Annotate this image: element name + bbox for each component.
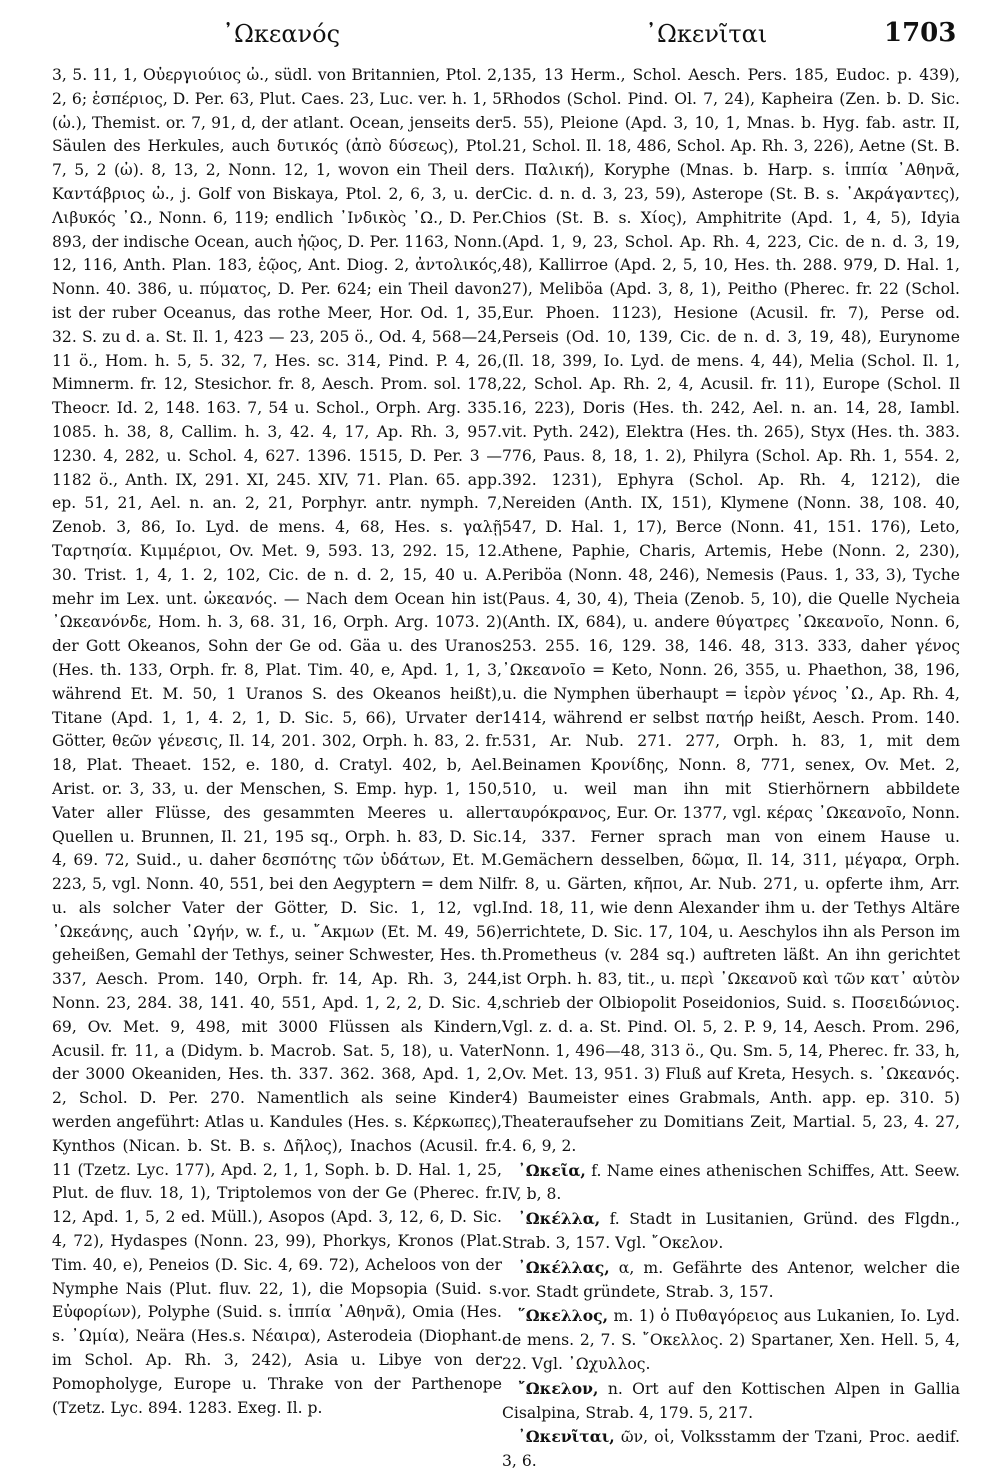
entry-body: m. 1) ὁ Πυθαγόρειος aus Lukanien, Io. Lyd. de mens. 2, 7. S. ῎Οκελλος. 2) Spartaner, Xen. Hell. 5, 4, 22. Vgl. ᾿Ωχυλλος. [502,1307,960,1374]
dictionary-entry [502,1377,960,1426]
entry-body: α, m. Gefährte des Antenor, welcher die vor. Stadt gründete, Strab. 3, 157. [502,1258,960,1301]
okeanos-entry-continuation: 3, 5. 11, 1, Οὐεργιούιος ὠ., südl. von Britannien, Ptol. 2, 2, 6; ἑσπέριος, D. Per. 63, Plut. Caes. 23, Luc. ver. h. 1, 5 (ὠ.), Themist. or. 7, 91, d, der atlant. Ocean, jenseits der Säulen des Herkules, auch δυτικός (ἀπὸ δύσεως), Ptol. 7, 5, 2 (ὠ). 8, 13, 2, Nonn. 12, 1, wovon ein Theil der Καντάβριος ὠ., j. Golf von Biskaya, Ptol. 2, 6, 3, u. der Λιβυκός ᾿Ω., Nonn. 6, 119; endlich ᾿Ινδικὸς ᾿Ω., D. Per. 893, der indische Ocean, auch ἠῷος, D. Per. 1163, Nonn. 12, 116, Anth. Plan. 183, ἑῷος, Ant. Diog. 2, ἀντολικός, Nonn. 40. 386, u. πύματος, D. Per. 624; ein Theil davon ist der ruber Oceanus, das rothe Meer, Hor. Od. 1, 35, 32. S. zu d. a. St. Il. 1, 423 — 23, 205 ö., Od. 4, 568—24, 11 ö., Hom. h. 5, 5. 32, 7, Hes. sc. 314, Pind. P. 4, 26, Mimnerm. fr. 12, Stesichor. fr. 8, Aesch. Prom. sol. 178, Theocr. Id. 2, 148. 163. 7, 54 u. Schol., Orph. Arg. 335. 1085. h. 38, 8, Callim. h. 3, 42. 4, 17, Ap. Rh. 3, 957. 1230. 4, 282, u. Schol. 4, 627. 1396. 1515, D. Per. 3 — 1182 ö., Anth. IX, 291. XI, 245. XIV, 71. Plan. 65. app. ep. 51, 21, Ael. n. an. 2, 21, Porphyr. antr. nymph. 7, Zenob. 3, 86, Io. Lyd. de mens. 4, 68, Hes. s. γαλῇ Ταρτησία. Κιμμέριοι, Ov. Met. 9, 593. 13, 292. 15, 12. 30. Trist. 1, 4, 1. 2, 102, Cic. de n. d. 2, 15, 40 u. A. mehr im Lex. unt. ὠκεανός. — Nach dem Ocean hin ist ᾿Ωκεανόνδε, Hom. h. 3, 68. 31, 16, Orph. Arg. 1073. 2) der Gott Okeanos, Sohn der Ge od. Gäa u. des Uranos (Hes. th. 133, Orph. fr. 8, Plat. Tim. 40, e, Apd. 1, 1, 3, während Et. M. 50, 1 Uranos S. des Okeanos heißt), Titane (Apd. 1, 1, 4. 2, 1, D. Sic. 5, 66), Urvater der Götter, θεῶν γένεσις, Il. 14, 201. 302, Orph. h. 83, 2. fr. 18, Plat. Theaet. 152, e. 180, d. Cratyl. 402, b, Ael. Arist. or. 3, 33, u. der Menschen, S. Emp. hyp. 1, 150, Vater aller Flüsse, des gesammten Meeres u. aller Quellen u. Brunnen, Il. 21, 195 sq., Orph. h. 83, D. Sic. 4, 69. 72, Suid., u. daher δεσπότης τῶν ὑδάτων, Et. M. 223, 5, vgl. Nonn. 40, 551, bei den Aegyptern = dem Nil u. als solcher Vater der Götter, D. Sic. 1, 12, vgl. ᾿Ωκεάνης, auch ᾿Ωγήν, w. f., u. ῎Ακμων (Et. M. 49, 56) geheißen, Gemahl der Tethys, seiner Schwester, Hes. th. 337, Aesch. Prom. 140, Orph. fr. 14, Ap. Rh. 3, 244, Nonn. 23, 284. 38, 141. 40, 551, Apd. 1, 2, 2, D. Sic. 4, 69, Ov. Met. 9, 498, mit 3000 Flüssen als Kindern, Acusil. fr. 11, a (Didym. b. Macrob. Sat. 5, 18), u. Vater der 3000 Okeaniden, Hes. th. 337. 362. 368, Apd. 1, 2, 2, Schol. D. Per. 270. Namentlich als seine Kinder werden angeführt: Atlas u. Kandules (Hes. s. Κέρκωπες), Kynthos (Nican. b. St. B. s. Δῆλος), Inachos (Acusil. fr. 11 (Tzetz. Lyc. 177), Apd. 2, 1, 1, Soph. b. D. Hal. 1, 25, Plut. de fluv. 18, 1), Triptolemos von der Ge (Pherec. fr. 12, Apd. 1, 5, 2 ed. Müll.), Asopos (Apd. 3, 12, 6, D. Sic. 4, 72), Hydaspes (Nonn. 23, 99), Phorkys, Kronos (Plat. Tim. 40, e), Peneios (D. Sic. 4, 69. 72), Acheloos von der Nymphe Nais (Plut. fluv. 22, 1), die Mopsopia (Suid. s. Εὐφορίων), Polyphe (Suid. s. ἱππία ᾿Αθηνᾶ), Omia (Hes. s. ᾿Ωμία), Neära (Hes.s. Νέαιρα), Asterodeia (Diophant. im Schol. Ap. Rh. 3, 242), Asia u. Libye von der Pomopholyge, Europe u. Thrake von der Parthenope (Tzetz. Lyc. 894. 1283. Exeg. Il. p. [52,66,502,1417]
entry-headword: ᾿Ωκενῖται, [518,1427,615,1447]
okeanos-entry-continuation-right: 135, 13 Herm., Schol. Aesch. Pers. 185, Eudoc. p. 439), Rhodos (Schol. Pind. Ol. 7, 24), Kapheira (Zen. b. D. Sic. 5. 55), Pleione (Apd. 3, 10, 1, Mnas. b. Hyg. fab. astr. II, 21, Schol. Il. 18, 486, Schol. Ap. Rh. 3, 226), Aetne (St. B. s. Παλική), Koryphe (Mnas. b. Harp. s. ἱππία ᾿Αθηνᾶ, Cic. d. n. d. 3, 23, 59), Asterope (St. B. s. ᾿Ακράγαντες), Chios (St. B. s. Χίος), Amphitrite (Apd. 1, 4, 5), Idyia (Apd. 1, 9, 23, Schol. Ap. Rh. 4, 223, Cic. de n. d. 3, 19, 48), Kallirroe (Apd. 2, 5, 10, Hes. th. 288. 979, D. Hal. 1, 27), Meliböa (Apd. 3, 8, 1), Peitho (Pherec. fr. 22 (Schol. Eur. Phoen. 1123), Hesione (Acusil. fr. 7), Perse od. Perseis (Od. 10, 139, Cic. de n. d. 3, 19, 48), Eurynome (Il. 18, 399, Io. Lyd. de mens. 4, 44), Melia (Schol. Il. 1, 22, Schol. Ap. Rh. 2, 4, Acusil. fr. 11), Europe (Schol. Il 16, 223), Doris (Hes. th. 242, Ael. n. an. 14, 28, Iambl. vit. Pyth. 242), Elektra (Hes. th. 265), Styx (Hes. th. 383. 776, Paus. 8, 18, 1. 2), Philyra (Schol. Ap. Rh. 1, 554. 2, 392. 1231), Ephyra (Schol. Ap. Rh. 4, 1212), die Nereiden (Anth. IX, 151), Klymene (Nonn. 38, 108. 40, 547, D. Hal. 1, 17), Berce (Nonn. 41, 151. 176), Leto, Athene, Paphie, Charis, Artemis, Hebe (Nonn. 2, 230), Periböa (Nonn. 48, 246), Nemesis (Paus. 1, 33, 3), Tyche (Paus. 4, 30, 4), Theia (Zenob. 5, 10), die Quelle Nycheia (Anth. IX, 684), u. andere θύγατρες ᾿Ωκεανοῖο, Nonn. 6, 253. 255. 16, 129. 38, 146. 48, 313. 333, daher γένος ᾿Ωκεανοῖο = Keto, Nonn. 26, 355, u. Phaethon, 38, 196, u. die Nymphen überhaupt = ἱερὸν γένος ᾿Ω., Ap. Rh. 4, 1414, während er selbst πατήρ heißt, Aesch. Prom. 140. 531, Ar. Nub. 271. 277, Orph. h. 83, 1, mit dem Beinamen Κρονίδης, Nonn. 8, 771, senex, Ov. Met. 2, 510, u. weil man ihn mit Stierhörnern abbildete ταυρόκρανος, Eur. Or. 1377, vgl. κέρας ᾿Ωκεανοῖο, Nonn. 14, 337. Ferner sprach man von einem Hause u. Gemächern desselben, δῶμα, Il. 14, 311, μέγαρα, Orph. fr. 8, u. Gärten, κῆποι, Ar. Nub. 271, u. opferte ihm, Arr. Ind. 18, 11, wie denn Alexander ihm u. der Tethys Altäre errichtete, D. Sic. 17, 104, u. Aeschylos ihn als Person im Prometheus (v. 284 sq.) auftreten läßt. An ihn gerichtet ist Orph. h. 83, tit., u. περὶ ᾿Ωκεανοῦ καὶ τῶν κατ᾿ αὐτὸν schrieb der Olbiopolit Poseidonios, Suid. s. Ποσειδώνιος. Vgl. z. d. a. St. Pind. Ol. 5, 2. P. 9, 14, Aesch. Prom. 296, Nonn. 1, 496—48, 313 ö., Qu. Sm. 5, 14, Pherec. fr. 33, h, Ov. Met. 13, 951. 3) Fluß auf Kreta, Hesych. s. ᾿Ωκεανός. 4) Baumeister eines Grabmals, Anth. app. ep. 310. 5) Theateraufseher zu Domitians Zeit, Martial. 5, 23, 4. 27, 4. 6, 9, 2. [502,66,960,1155]
entry-headword: ῞Ωκελλος, [518,1306,609,1326]
entry-body: n. Ort auf den Kottischen Alpen in Gallia Cisalpina, Strab. 4, 179. 5, 217. [502,1379,960,1422]
entry-headword: ᾿Ωκέλλα, [518,1209,601,1229]
page-header [0,14,1000,54]
dictionary-entry [502,1207,960,1256]
dictionary-entry [502,1425,960,1474]
dictionary-entry [502,1304,960,1376]
right-column [502,64,960,1474]
entry-body: ῶν, οἱ, Volksstamm der Tzani, Proc. aedif. 3, 6. [502,1428,960,1471]
header-last-headword: ᾿Ωκενῖται [645,20,768,48]
entry-body: f. Name eines athenischen Schiffes, Att. Seew. IV, b, 8. [502,1161,960,1204]
page-number: 1703 [884,18,957,48]
dictionary-entry [502,1159,960,1208]
left-column [52,64,502,1420]
entry-headword: ᾿Ωκεῖα, [518,1160,586,1180]
header-first-headword: ᾿Ωκεανός [222,20,341,48]
entry-headword: ᾿Ωκέλλας, [518,1257,610,1277]
entry-body: f. Stadt in Lusitanien, Gründ. des Flgdn., Strab. 3, 157. Vgl. ῎Οκελον. [502,1210,960,1253]
entry-headword: ῎Ωκελον, [518,1378,599,1398]
dictionary-entry [502,1256,960,1305]
